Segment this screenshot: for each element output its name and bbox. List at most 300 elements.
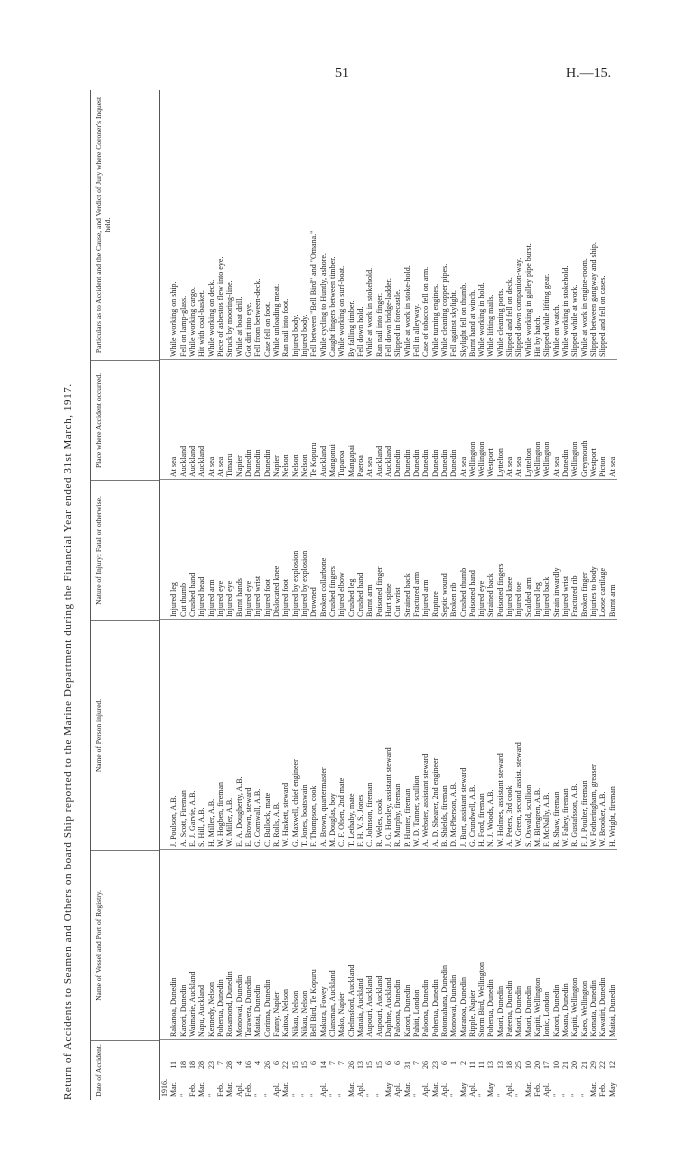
- date-day: 7: [337, 1061, 347, 1065]
- cell-particulars: Got dirt into eye.: [243, 302, 253, 357]
- cell-place: Westport: [486, 448, 496, 477]
- date-month: ": [206, 1093, 216, 1097]
- cell-vessel: Rotomahana, Dunedin: [439, 965, 449, 1037]
- cell-place: Nelson: [299, 454, 309, 477]
- table-row: [188, 90, 197, 1100]
- cell-date: [524, 1040, 533, 1100]
- cell-nature: Dislocated knee: [271, 565, 281, 617]
- date-month: Apl.: [318, 1083, 328, 1097]
- cell-place: At sea: [365, 456, 375, 477]
- table-row: [524, 90, 533, 1100]
- cell-date: [589, 1040, 598, 1100]
- cell-nature: Scalded arm: [523, 577, 533, 617]
- cell-vessel: Poherua, Dunedin: [430, 979, 440, 1037]
- cell-person: A. Peters, 3rd cook: [505, 785, 515, 847]
- cell-vessel: Bell Bird, Te Kopuru: [309, 969, 319, 1037]
- cell-vessel: Maori, Dunedin: [523, 985, 533, 1037]
- date-month: ": [495, 1093, 505, 1097]
- cell-particulars: While unloading meat.: [271, 283, 281, 357]
- cell-vessel: Rosamond, Dunedin: [225, 971, 235, 1037]
- cell-vessel: Kapiti, Wellington: [533, 977, 543, 1037]
- date-day: 7: [215, 1061, 225, 1065]
- cell-date: [235, 1040, 244, 1100]
- cell-place: At sea: [551, 456, 561, 477]
- date-month: ": [327, 1093, 337, 1097]
- cell-nature: Rupture: [430, 591, 440, 617]
- cell-place: Dunedin: [262, 449, 272, 477]
- cell-particulars: Fell down bridge-ladder.: [383, 278, 393, 357]
- cell-place: Lyttelton: [523, 448, 533, 477]
- cell-nature: Injured leg: [533, 582, 543, 617]
- cell-date: [281, 1040, 290, 1100]
- date-day: 13: [495, 1061, 505, 1069]
- cell-person: W. Haskett, steward: [281, 782, 291, 847]
- cell-person: C. F. Olsen, 2nd mate: [337, 777, 347, 847]
- cell-vessel: Manaia, Auckland: [355, 978, 365, 1037]
- date-day: 15: [299, 1061, 309, 1069]
- cell-person: F. McNally, A.B.: [542, 792, 552, 847]
- cell-person: R. Murphy, fireman: [393, 783, 403, 847]
- date-day: 23: [430, 1061, 440, 1069]
- date-day: 15: [374, 1061, 384, 1069]
- table-row: [235, 90, 244, 1100]
- date-month: ": [262, 1093, 272, 1097]
- cell-particulars: Slipped while lifting gear.: [542, 273, 552, 357]
- cell-person: G. Cornwall, A.B.: [253, 788, 263, 847]
- date-day: 28: [197, 1061, 207, 1069]
- cell-nature: Cut wrist: [393, 587, 403, 617]
- cell-date: [486, 1040, 495, 1100]
- cell-vessel: Mako, Napier: [337, 992, 347, 1037]
- cell-particulars: Ran nail into finger.: [374, 293, 384, 357]
- date-day: 4: [234, 1061, 244, 1065]
- cell-date: [291, 1040, 300, 1100]
- cell-vessel: Kennedy, Nelson: [206, 981, 216, 1037]
- page-title: Return of Accidents to Seamen and Others on board Ship reported to the Marine Department during the Financial Year ended 31st March, 1917.: [62, 383, 74, 1100]
- cell-place: Auckland: [187, 445, 197, 477]
- table-row: [533, 90, 542, 1100]
- date-day: 17: [542, 1061, 552, 1069]
- cell-particulars: While working in galley pipe burst.: [523, 243, 533, 357]
- date-day: 13: [355, 1061, 365, 1069]
- table-row: [589, 90, 598, 1100]
- cell-vessel: Maori, Dunedin: [495, 985, 505, 1037]
- date-month: ": [561, 1093, 571, 1097]
- cell-nature: Strained back: [486, 573, 496, 617]
- cell-nature: Hurt spine: [383, 583, 393, 617]
- cell-particulars: Hit by hatch.: [533, 315, 543, 357]
- table-body: [160, 90, 617, 1100]
- cell-particulars: Skylight fell on thumb.: [458, 282, 468, 357]
- cell-particulars: Fell down hold.: [355, 306, 365, 357]
- cell-nature: Injured wrist: [561, 575, 571, 617]
- table-row: [431, 90, 440, 1100]
- cell-place: Dunedin: [402, 449, 412, 477]
- cell-vessel: Ripple, Napier: [467, 989, 477, 1037]
- cell-vessel: Makura, Fowey: [318, 986, 328, 1037]
- table-row: [580, 90, 589, 1100]
- date-day: 22: [598, 1061, 608, 1069]
- cell-person: D. McPherson, A.B.: [449, 782, 459, 847]
- date-day: 21: [579, 1061, 589, 1069]
- cell-person: A. Brown, quartermaster: [318, 767, 328, 847]
- cell-vessel: Storm Bird, Wellington: [477, 962, 487, 1037]
- table-row: [272, 90, 281, 1100]
- cell-person: H. Ford, fireman: [477, 793, 487, 847]
- cell-date: [552, 1040, 561, 1100]
- cell-place: Auckland: [374, 445, 384, 477]
- cell-vessel: Nikau, Nelson: [299, 990, 309, 1037]
- cell-place: Nelson: [290, 454, 300, 477]
- date-month: Apl.: [542, 1083, 552, 1097]
- cell-person: E. J. Garvie, A.B.: [187, 790, 197, 847]
- date-day: 11: [169, 1061, 179, 1069]
- date-day: 20: [533, 1061, 543, 1069]
- cell-person: W. Green, second assist. steward: [514, 742, 524, 847]
- cell-particulars: Slipped and fell on cases.: [598, 275, 608, 357]
- date-month: Mar.: [225, 1082, 235, 1097]
- cell-person: B. Shields, fireman: [439, 785, 449, 847]
- cell-nature: Crushed leg: [346, 578, 356, 617]
- date-day: 7: [411, 1061, 421, 1065]
- table-row: [459, 90, 468, 1100]
- cell-person: T. Jones, boatswain: [299, 784, 309, 847]
- date-month: Apl.: [393, 1083, 403, 1097]
- cell-place: At sea: [169, 456, 179, 477]
- table-row: [347, 90, 356, 1100]
- cell-particulars: Caught fingers between timber.: [327, 256, 337, 357]
- cell-place: Dunedin: [449, 449, 459, 477]
- cell-particulars: While working cargo.: [187, 287, 197, 357]
- date-day: 11: [477, 1061, 487, 1069]
- date-month: Mar.: [402, 1082, 412, 1097]
- header-vessel: Name of Vessel and Port of Registry.: [91, 850, 159, 1040]
- cell-particulars: Struck by mooring-line.: [225, 280, 235, 357]
- cell-particulars: Slipped and fell on deck.: [505, 277, 515, 357]
- date-month: May: [486, 1082, 496, 1097]
- date-day: 6: [309, 1061, 319, 1065]
- cell-person: G. Crundwell, A.B.: [467, 784, 477, 847]
- cell-vessel: Maitai, Dunedin: [253, 984, 263, 1037]
- cell-date: [598, 1040, 607, 1100]
- cell-person: M. Douglas, boy: [327, 793, 337, 847]
- cell-person: E. Brown, steward: [243, 787, 253, 847]
- cell-nature: Fractured rib: [570, 575, 580, 617]
- cell-date: [309, 1040, 318, 1100]
- cell-particulars: Slipped between gangway and ship.: [589, 242, 599, 357]
- cell-date: [412, 1040, 421, 1100]
- cell-nature: Strained back: [402, 573, 412, 617]
- table-row: [337, 90, 346, 1100]
- cell-place: Dunedin: [253, 449, 263, 477]
- cell-date: [347, 1040, 356, 1100]
- date-month: May: [607, 1082, 617, 1097]
- table-row: [403, 90, 412, 1100]
- cell-date: [608, 1040, 617, 1100]
- cell-person: W. Brooker, A.B.: [598, 791, 608, 847]
- cell-person: A. Scott, Fireman: [178, 790, 188, 847]
- cell-particulars: While turning engines.: [430, 283, 440, 357]
- table-row: [263, 90, 272, 1100]
- header-date: Date of Accident.: [91, 1040, 159, 1100]
- cell-vessel: Pahiti, London: [411, 989, 421, 1037]
- date-month: Feb.: [598, 1083, 608, 1097]
- cell-place: Napier: [234, 455, 244, 477]
- cell-nature: Broken finger: [579, 572, 589, 617]
- cell-person: F. Thompson, cook: [309, 785, 319, 847]
- cell-particulars: While working in stokehold.: [561, 265, 571, 357]
- date-day: 12: [607, 1061, 617, 1069]
- cell-vessel: Monowai, Dunedin: [449, 974, 459, 1037]
- date-month: ": [411, 1093, 421, 1097]
- table-row: [552, 90, 561, 1100]
- cell-vessel: Chelmsford, Auckland: [346, 964, 356, 1037]
- page-number: 51: [335, 66, 349, 81]
- table-row: [393, 90, 402, 1100]
- cell-particulars: While cleaning ports.: [495, 288, 505, 357]
- accidents-table: [90, 90, 617, 1100]
- cell-vessel: Karori, Dunedin: [178, 984, 188, 1037]
- cell-vessel: Maori, Dunedin: [514, 985, 524, 1037]
- cell-place: Mangapai: [346, 445, 356, 477]
- rotated-page-content: [64, 60, 664, 1100]
- table-row: [440, 90, 449, 1100]
- cell-vessel: Poherua, Dunedin: [215, 979, 225, 1037]
- cell-place: Tuparoa: [337, 450, 347, 477]
- date-month: Apl.: [271, 1083, 281, 1097]
- cell-place: Auckland: [178, 445, 188, 477]
- cell-place: Wellington: [542, 441, 552, 477]
- date-day: 6: [271, 1061, 281, 1065]
- cell-nature: Injured by explosion: [290, 550, 300, 617]
- cell-place: Wellington: [570, 441, 580, 477]
- date-month: ": [178, 1093, 188, 1097]
- cell-particulars: Slipped in forecastle.: [393, 289, 403, 357]
- cell-nature: Crushed hand: [355, 572, 365, 617]
- cell-person: C. Johnson, fireman: [365, 782, 375, 847]
- date-day: 18: [178, 1061, 188, 1069]
- cell-vessel: Daphne, Auckland: [383, 977, 393, 1037]
- cell-nature: Injured eye: [215, 580, 225, 617]
- cell-particulars: Ran nail into foot.: [281, 298, 291, 357]
- date-day: 26: [346, 1061, 356, 1069]
- table-row: [244, 90, 253, 1100]
- cell-vessel: Fanny, Napier: [271, 991, 281, 1037]
- cell-place: Dunedin: [439, 449, 449, 477]
- header-place: Place where Accident occurred.: [91, 360, 159, 480]
- cell-place: Nelson: [281, 454, 291, 477]
- date-month: ": [290, 1093, 300, 1097]
- date-month: Mar.: [589, 1082, 599, 1097]
- document-reference: H.—15.: [566, 66, 612, 81]
- cell-date: [179, 1040, 188, 1100]
- cell-nature: Crushed hand: [187, 572, 197, 617]
- cell-vessel: Napu, Auckland: [197, 985, 207, 1037]
- table-row: [561, 90, 570, 1100]
- cell-nature: Injured back: [542, 576, 552, 617]
- cell-person: C. Bullock, mate: [262, 792, 272, 847]
- table-row: [496, 90, 505, 1100]
- cell-place: Wellington: [533, 441, 543, 477]
- cell-nature: Poisoned finger: [374, 566, 384, 617]
- table-row: [449, 90, 458, 1100]
- cell-person: W. Fotheringham, greaser: [589, 764, 599, 847]
- date-day: 18: [187, 1061, 197, 1069]
- date-month: May: [383, 1082, 393, 1097]
- date-day: 6: [383, 1061, 393, 1065]
- cell-person: W. D. Tanner, scullion: [411, 775, 421, 847]
- cell-particulars: While cleaning copper pipes.: [439, 263, 449, 357]
- table-row: [477, 90, 486, 1100]
- cell-date: [403, 1040, 412, 1100]
- table-row: [207, 90, 216, 1100]
- cell-place: At sea: [607, 456, 617, 477]
- cell-vessel: Ionic, London: [542, 991, 552, 1037]
- cell-particulars: Injured body.: [290, 314, 300, 357]
- cell-particulars: Hit with coal-basket.: [197, 290, 207, 357]
- table-row: [486, 90, 495, 1100]
- cell-vessel: Monowai, Dunedin: [234, 974, 244, 1037]
- table-row: [291, 90, 300, 1100]
- cell-place: Wellington: [477, 441, 487, 477]
- cell-place: Dunedin: [411, 449, 421, 477]
- cell-nature: Broken rib: [449, 582, 459, 617]
- date-day: 11: [467, 1061, 477, 1069]
- cell-vessel: Maranoa, Dunedin: [458, 977, 468, 1037]
- date-day: 15: [365, 1061, 375, 1069]
- cell-date: [393, 1040, 402, 1100]
- cell-vessel: Kaeo, Wellington: [579, 980, 589, 1037]
- cell-nature: Poisoned fingers: [495, 563, 505, 617]
- cell-vessel: Paloona, Dunedin: [421, 979, 431, 1037]
- date-day: 26: [421, 1061, 431, 1069]
- cell-place: Lyttelton: [495, 448, 505, 477]
- cell-date: [328, 1040, 337, 1100]
- cell-nature: Broken collarbone: [318, 557, 328, 617]
- cell-vessel: Karori, Dunedin: [551, 984, 561, 1037]
- cell-particulars: While cycling to Huntly, ashore.: [318, 253, 328, 357]
- cell-person: F. J. Poulter, fireman: [579, 780, 589, 847]
- date-month: Apl.: [505, 1083, 515, 1097]
- cell-vessel: Komata, Dunedin: [589, 980, 599, 1037]
- cell-nature: Drowned: [309, 587, 319, 617]
- date-month: Mar.: [197, 1082, 207, 1097]
- cell-nature: Injured arm: [206, 579, 216, 617]
- date-day: 13: [486, 1061, 496, 1069]
- table-header-row: [90, 90, 160, 1100]
- table-row: [197, 90, 206, 1100]
- cell-date: [421, 1040, 430, 1100]
- cell-vessel: Waimarie, Auckland: [187, 971, 197, 1037]
- date-day: 14: [318, 1061, 328, 1069]
- cell-person: T. Lethaby, mate: [346, 793, 356, 847]
- cell-place: Dunedin: [561, 449, 571, 477]
- cell-person: P. Hunter, fireman: [402, 788, 412, 847]
- cell-date: [431, 1040, 440, 1100]
- table-row: [375, 90, 384, 1100]
- table-row: [365, 90, 374, 1100]
- year-label: 1916.: [160, 1079, 169, 1097]
- date-month: Apl.: [421, 1083, 431, 1097]
- cell-place: Dunedin: [243, 449, 253, 477]
- cell-date: [319, 1040, 328, 1100]
- cell-date: [272, 1040, 281, 1100]
- cell-date: [468, 1040, 477, 1100]
- cell-nature: Injured knee: [505, 576, 515, 617]
- date-month: Feb.: [215, 1083, 225, 1097]
- cell-particulars: While at boat drill.: [234, 296, 244, 357]
- cell-place: Dunedin: [430, 449, 440, 477]
- table-row: [421, 90, 430, 1100]
- cell-date: [356, 1040, 365, 1100]
- table-row: [225, 90, 234, 1100]
- date-month: Mar.: [281, 1082, 291, 1097]
- cell-vessel: Rakanoa, Dunedin: [169, 977, 179, 1037]
- cell-particulars: Case of tobacco fell on arm.: [421, 266, 431, 357]
- cell-date: [244, 1040, 253, 1100]
- cell-vessel: Karori, Dunedin: [402, 984, 412, 1037]
- cell-date: [337, 1040, 346, 1100]
- cell-particulars: Fell on lamp-glass.: [178, 295, 188, 357]
- date-month: ": [309, 1093, 319, 1097]
- cell-particulars: By falling timber.: [346, 300, 356, 357]
- cell-vessel: Paloona, Dunedin: [393, 979, 403, 1037]
- table-row: [300, 90, 309, 1100]
- cell-place: At sea: [215, 456, 225, 477]
- cell-date: [580, 1040, 589, 1100]
- date-month: Feb.: [187, 1083, 197, 1097]
- cell-particulars: Fell against skylight.: [449, 290, 459, 357]
- cell-date: [188, 1040, 197, 1100]
- date-month: ": [365, 1093, 375, 1097]
- cell-person: M. Blengren, A.B.: [533, 787, 543, 847]
- date-month: ": [551, 1093, 561, 1097]
- date-day: 28: [225, 1061, 235, 1069]
- date-day: 22: [281, 1061, 291, 1069]
- cell-nature: Crushed thumb: [458, 567, 468, 617]
- cell-person: W. Fahey, fireman: [561, 788, 571, 847]
- cell-vessel: Kaitoa, Nelson: [281, 989, 291, 1037]
- cell-place: Timaru: [225, 453, 235, 477]
- date-day: 16: [243, 1061, 253, 1069]
- cell-person: S. Hill, A.B.: [197, 807, 207, 847]
- cell-person: R. Rolls, A.B.: [271, 802, 281, 847]
- cell-date: [375, 1040, 384, 1100]
- cell-place: Dunedin: [393, 449, 403, 477]
- header-person: Name of Person injured.: [91, 620, 159, 850]
- cell-person: A. D. Shearer, 2nd engineer: [430, 757, 440, 847]
- date-month: Apl.: [355, 1083, 365, 1097]
- cell-nature: Strain inwardly: [551, 567, 561, 617]
- date-month: Mar.: [346, 1082, 356, 1097]
- cell-particulars: Burnt hand at winch.: [467, 289, 477, 357]
- cell-place: At sea: [505, 456, 515, 477]
- date-day: 25: [514, 1061, 524, 1069]
- cell-date: [505, 1040, 514, 1100]
- date-month: Mar.: [430, 1082, 440, 1097]
- cell-nature: Injured by explosion: [299, 550, 309, 617]
- date-month: Feb.: [243, 1083, 253, 1097]
- cell-particulars: Piece of asbestos flew into eye.: [215, 256, 225, 357]
- cell-vessel: Corinna, Dunedin: [262, 979, 272, 1037]
- cell-vessel: Nikau, Nelson: [290, 990, 300, 1037]
- table-row: [319, 90, 328, 1100]
- cell-nature: Burnt arm: [365, 584, 375, 617]
- cell-particulars: While working on deck.: [206, 279, 216, 357]
- cell-date: [365, 1040, 374, 1100]
- cell-person: S. Oswald, scullion: [523, 784, 533, 847]
- cell-particulars: While lifting mails.: [486, 294, 496, 357]
